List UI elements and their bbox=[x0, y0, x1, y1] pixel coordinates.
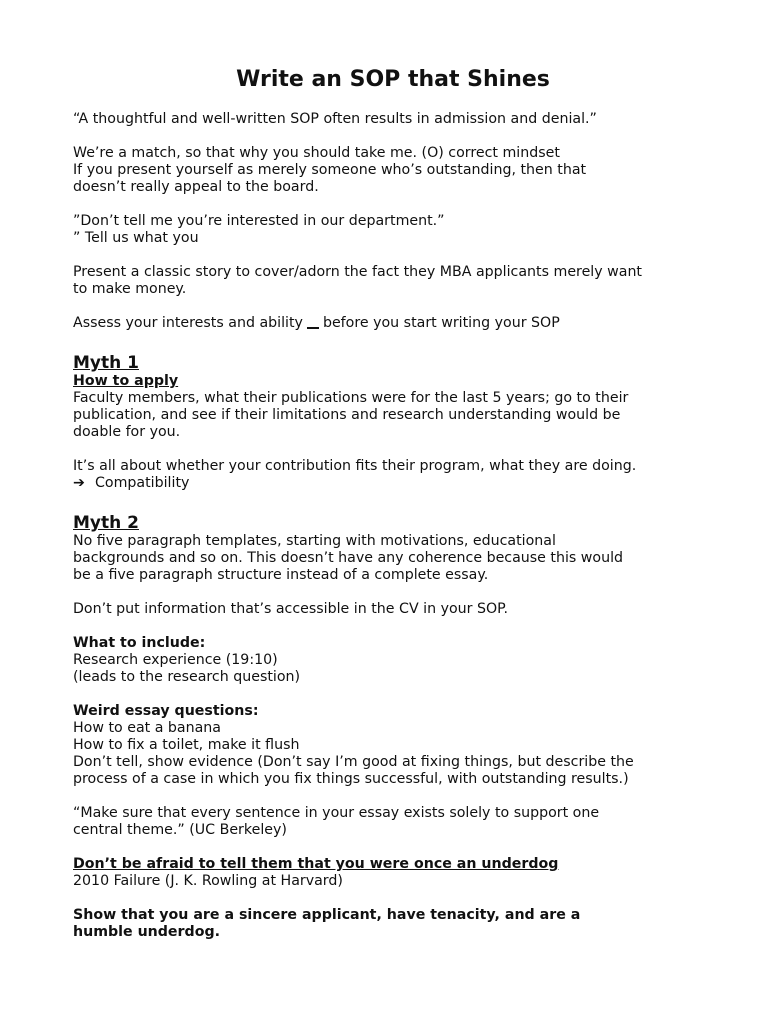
underdog-heading: Don’t be afraid to tell them that you were once an underdog bbox=[73, 856, 559, 872]
text-line: backgrounds and so on. This doesn’t have any coherence because this would bbox=[73, 550, 624, 566]
text-line: How to fix a toilet, make it flush bbox=[73, 737, 300, 753]
text-line: process of a case in which you fix things successful, with outstanding results.) bbox=[73, 771, 629, 787]
myth-2-heading: Myth 2 bbox=[73, 513, 139, 533]
intro-paragraph-3 bbox=[73, 213, 713, 247]
bullet-text: Compatibility bbox=[95, 475, 190, 491]
text-line: doesn’t really appeal to the board. bbox=[73, 179, 319, 195]
myth-1-paragraph-1 bbox=[73, 390, 713, 441]
text-line: “Make sure that every sentence in your essay exists solely to support one bbox=[73, 805, 600, 821]
text-line: (leads to the research question) bbox=[73, 669, 301, 685]
text-line: Don’t tell, show evidence (Don’t say I’m good at fixing things, but describe the bbox=[73, 754, 634, 770]
text-segment: before you start writing your SOP bbox=[322, 315, 560, 331]
intro-paragraph-5 bbox=[73, 315, 713, 332]
myth-2-paragraph-2: Don’t put information that’s accessible in the CV in your SOP. bbox=[73, 601, 509, 617]
text-line: Research experience (19:10) bbox=[73, 652, 278, 668]
weird-questions-heading: Weird essay questions: bbox=[73, 703, 259, 719]
myth-1-subheading: How to apply bbox=[73, 373, 179, 389]
text-line: How to eat a banana bbox=[73, 720, 221, 736]
text-line: Present a classic story to cover/adorn the fact they MBA applicants merely want bbox=[73, 264, 642, 280]
text-line: It’s all about whether your contribution fits their program, what they are doing. bbox=[73, 458, 637, 474]
text-line: to make money. bbox=[73, 281, 187, 297]
intro-quote: “A thoughtful and well-written SOP often results in admission and denial.” bbox=[73, 111, 597, 127]
myth-2-paragraph-1 bbox=[73, 533, 713, 584]
text-line: central theme.” (UC Berkeley) bbox=[73, 822, 287, 838]
intro-paragraph-4 bbox=[73, 264, 713, 298]
what-to-include-heading: What to include: bbox=[73, 635, 206, 651]
text-line: Show that you are a sincere applicant, have tenacity, and are a bbox=[73, 907, 581, 923]
document-title: Write an SOP that Shines bbox=[236, 67, 550, 92]
text-line: humble underdog. bbox=[73, 924, 220, 940]
blank-underscore-mark bbox=[307, 319, 319, 329]
text-line: publication, and see if their limitations and research understanding would be bbox=[73, 407, 621, 423]
myth-1-paragraph-2 bbox=[73, 458, 713, 492]
text-segment: Assess your interests and ability bbox=[73, 315, 303, 331]
closing-statement bbox=[73, 907, 713, 941]
intro-paragraph-2 bbox=[73, 145, 713, 196]
text-line: We’re a match, so that why you should take me. (O) correct mindset bbox=[73, 145, 560, 161]
berkeley-quote bbox=[73, 805, 713, 839]
text-line: Faculty members, what their publications were for the last 5 years; go to their bbox=[73, 390, 629, 406]
text-line: ” Tell us what you bbox=[73, 230, 199, 246]
text-line: 2010 Failure (J. K. Rowling at Harvard) bbox=[73, 873, 343, 889]
text-line: If you present yourself as merely someone who’s outstanding, then that bbox=[73, 162, 587, 178]
compatibility-bullet bbox=[73, 475, 713, 492]
text-line: No five paragraph templates, starting with motivations, educational bbox=[73, 533, 556, 549]
what-to-include-section bbox=[73, 635, 713, 686]
myth-1-heading: Myth 1 bbox=[73, 353, 139, 373]
text-line: doable for you. bbox=[73, 424, 181, 440]
weird-questions-section bbox=[73, 703, 713, 788]
arrow-right-icon: ➔ bbox=[73, 475, 85, 491]
text-line: be a five paragraph structure instead of a complete essay. bbox=[73, 567, 489, 583]
text-line: ”Don’t tell me you’re interested in our department.” bbox=[73, 213, 445, 229]
document-page bbox=[73, 66, 713, 958]
underdog-section bbox=[73, 856, 713, 890]
